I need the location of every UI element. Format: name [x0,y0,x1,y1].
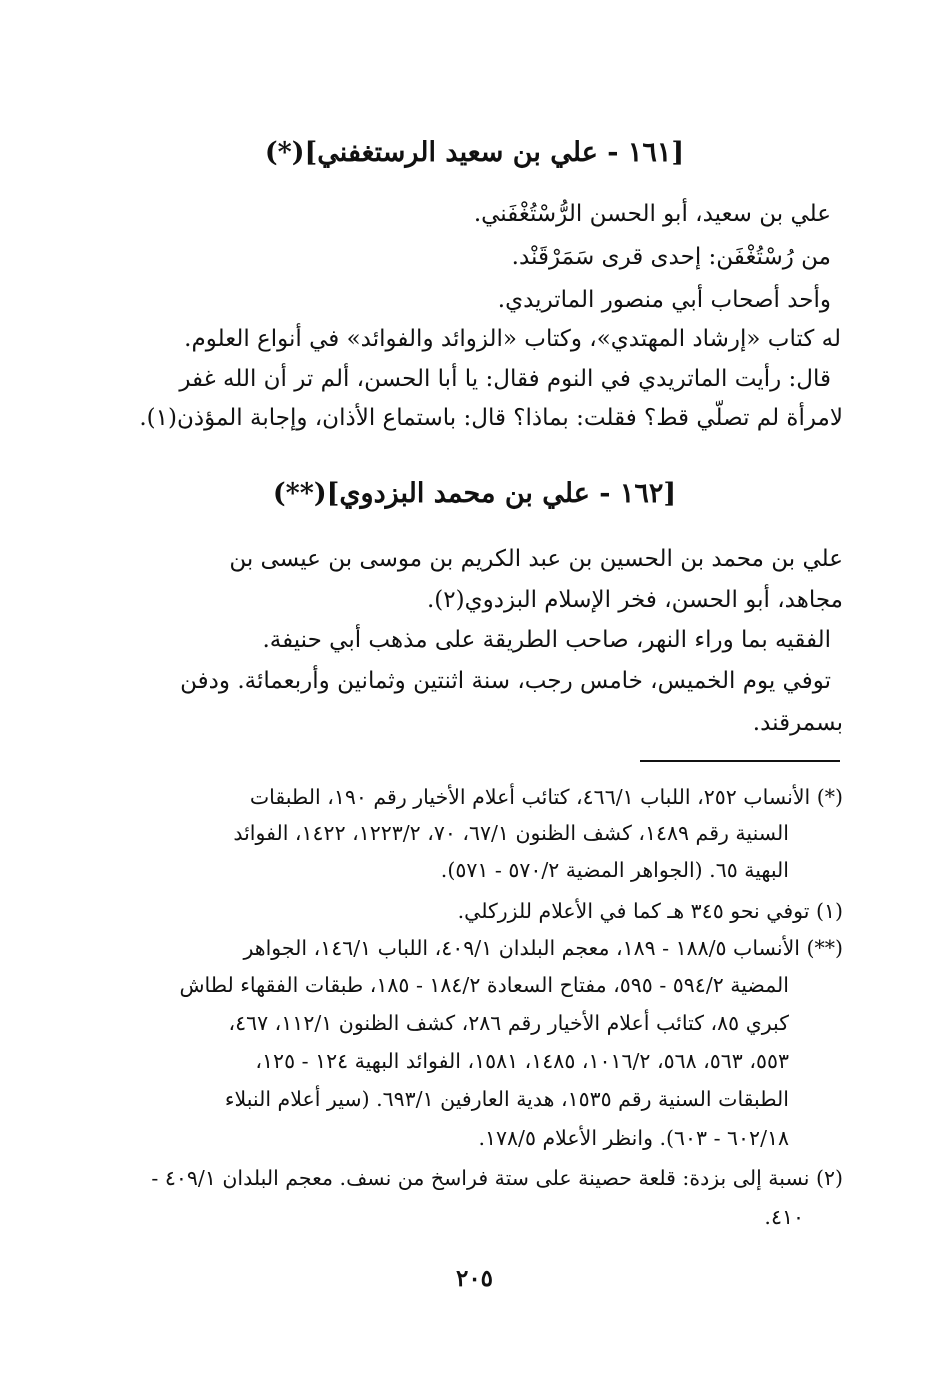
footnote-double-star-line-3: كبري ٨٥، كتائب أعلام الأخيار رقم ٢٨٦، كشف الظنون ١١٢/١، ٤٦٧، [228,1011,789,1035]
footnote-2-line-2: ٤١٠. [764,1205,804,1229]
footnote-star-line-2: السنية رقم ١٤٨٩، كشف الظنون ٦٧/١، ٧٠، ١٢٢٣/٢، ١٤٢٢، الفوائد [233,821,789,845]
entry-161-line-5: قال: رأيت الماتريدي في النوم فقال: يا أبا الحسن، ألم تر أن الله غفر [179,366,831,392]
footnote-double-star-line-2: المضية ٥٩٤/٢ - ٥٩٥، مفتاح السعادة ١٨٤/٢ - ١٨٥، طبقات الفقهاء لطاش [179,973,789,997]
entry-title-161: [١٦١ - علي بن سعيد الرستغفني](*) [264,137,685,168]
entry-162-line-5: بسمرقند. [752,710,843,736]
entry-161-line-1: علي بن سعيد، أبو الحسن الرُّسْتُغْفَني. [473,201,831,227]
entry-162-line-4: توفي يوم الخميس، خامس رجب، سنة اثنتين وثمانين وأربعمائة. ودفن [180,668,831,694]
entry-161-line-6: لامرأة لم تصلّي قط؟ فقلت: بماذا؟ قال: باستماع الأذان، وإجابة المؤذن(١). [139,405,843,431]
entry-161-line-3: وأحد أصحاب أبي منصور الماتريدي. [497,287,831,313]
entry-162-line-2: مجاهد، أبو الحسن، فخر الإسلام البزدوي(٢). [426,587,843,613]
footnote-1: (١) توفي نحو ٣٤٥ هـ كما في الأعلام للزركلي. [457,899,843,923]
entry-162-line-3: الفقيه بما وراء النهر، صاحب الطريقة على مذهب أبي حنيفة. [262,627,831,653]
footnote-separator [640,760,840,762]
footnote-double-star-line-6: ٦٠٢/١٨ - ٦٠٣). وانظر الأعلام ١٧٨/٥. [478,1126,789,1150]
footnote-double-star-line-5: الطبقات السنية رقم ١٥٣٥، هدية العارفين ٦٩٣/١. (سير أعلام النبلاء [224,1087,789,1111]
footnote-double-star-line-1: (**) الأنساب ١٨٨/٥ - ١٨٩، معجم البلدان ٤٠٩/١، اللباب ١٤٦/١، الجواهر [243,936,843,960]
entry-161-line-2: من رُسْتُغْفَن: إحدى قرى سَمَرْقَنْد. [511,244,831,270]
footnote-star-line-1: (*) الأنساب ٢٥٢، اللباب ٤٦٦/١، كتائب أعلام الأخيار رقم ١٩٠، الطبقات [249,785,843,809]
entry-title-162: [١٦٢ - علي بن محمد البزدوي](**) [272,478,677,509]
footnote-2-line-1: (٢) نسبة إلى بزدة: قلعة حصينة على ستة فراسخ من نسف. معجم البلدان ٤٠٩/١ - [151,1166,843,1190]
footnote-double-star-line-4: ٥٥٣، ٥٦٣، ٥٦٨، ١٠١٦/٢، ١٤٨٥، ١٥٨١، الفوائد البهية ١٢٤ - ١٢٥، [255,1049,789,1073]
page-number: ٢٠٥ [455,1265,494,1292]
entry-162-line-1: علي بن محمد بن الحسين بن عبد الكريم بن موسى بن عيسى بن [229,546,843,572]
entry-161-line-4: له كتاب «إرشاد المهتدي»، وكتاب «الزوائد والفوائد» في أنواع العلوم. [184,326,841,352]
footnote-star-line-3: البهية ٦٥. (الجواهر المضية ٥٧٠/٢ - ٥٧١). [440,858,789,882]
